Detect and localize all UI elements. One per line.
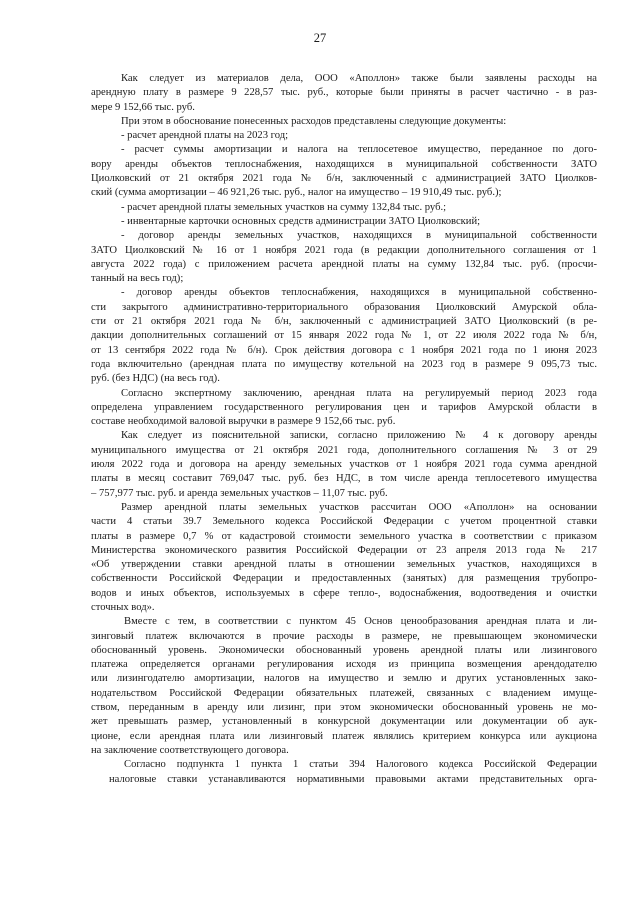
text-line: Как следует из пояснительной записки, согласно приложению № 4 к договору аренды [121,430,597,442]
text-line: муниципального имущества от 21 октября 2021 года, дополнительного соглашения № 3 от 29 [91,444,597,456]
text-line: нодательством Российской Федерации обязательных платежей, связанных с владением имуще- [91,687,597,699]
text-line: Размер арендной платы земельных участков рассчитан ООО «Аполлон» на основании [121,501,597,513]
text-line: Циолковский от 21 октября 2021 года № б/н, заключенный с администрацией ЗАТО Циолков- [91,173,597,185]
text-line: платы в месяц составит 769,047 тыс. руб. без НДС, в том числе аренда теплосетевого имущества [91,473,597,485]
text-line: ский (сумма амортизации – 46 921,26 тыс. руб., налог на имущество – 19 910,49 тыс. руб.); [91,187,502,199]
text-line: сти от 21 октября 2021 года № б/н, заключенный с администрацией ЗАТО Циолковский (в ре- [91,316,597,328]
text-line: - договор аренды объектов теплоснабжения, находящихся в муниципальной собственно- [121,287,597,299]
text-line: При этом в обоснование понесенных расходов представлены следующие документы: [121,115,507,127]
text-line: Как следует из материалов дела, ООО «Аполлон» также были заявлены расходы на [121,73,597,84]
text-line: платы в размере 0,7 % от кадастровой стоимости земельного участка в соответствии с приказом [91,530,597,542]
text-line: водов и иных объектов, используемых в сфере тепло-, водоснабжения, водоотведения и очистки [91,587,597,599]
text-line: танный на весь год); [91,273,184,285]
text-line: Согласно экспертному заключению, арендная плата на регулируемый период 2023 года [121,387,597,399]
text-line: собственности Российской Федерации и предоставленных (занятых) для размещения трубопро- [91,573,597,585]
text-line: Согласно подпункта 1 пункта 1 статьи 394 Налогового кодекса Российской Федерации [124,759,597,771]
text-line: сти закрытого административно-территориального образования Циолковский Амурской обла- [91,301,597,313]
text-line: дакции дополнительных соглашений от 15 января 2022 года № 1, от 22 июля 2022 года № б/н, [91,330,597,342]
text-line: мере 9 152,66 тыс. руб. [91,101,195,113]
text-line: или лизингодателю амортизации, налогов на имущество и землю и других установленных зако- [91,673,597,685]
text-line: августа 2022 года) с приложением расчета арендной платы на сумму 132,84 тыс. руб. (просчи- [91,258,597,270]
text-line: Министерства экономического развития Российской Федерации от 23 апреля 2013 года № 217 [91,544,597,556]
text-line: на заключение соответствующего договора. [91,744,289,756]
text-line: составе необходимой валовой выручки в размере 9 152,66 тыс. руб. [91,416,396,428]
text-line: - инвентарные карточки основных средств администрации ЗАТО Циолковский; [121,215,481,227]
page-number: 27 [313,31,327,45]
text-line: - договор аренды земельных участков, находящихся в муниципальной собственности [121,230,597,242]
text-line: определена управлением государственного регулирования цен и тарифов Амурской области в [91,401,597,413]
document-body [91,72,597,787]
text-line: июля 2022 года и договора на аренду земельных участков от 1 ноября 2021 года сумма арендной [91,459,597,471]
text-line: ционе, если арендная плата или лизинговый платеж являлись критерием конкурса или аукциона [91,730,597,742]
text-line: от 13 сентября 2022 года № б/н). Срок действия договора с 1 ноября 2021 года по 1 июня 2023 [91,344,597,356]
text-line: ством, переданным в аренду или лизинг, при этом экономически обоснованный уровень не мо- [91,702,597,714]
text-line: сточных вод». [91,601,155,613]
text-line: - расчет суммы амортизации и налога на теплосетевое имущество, переданное по дого- [121,144,597,156]
text-line: года включительно (арендная плата по имуществу котельной на 2023 год в размере 9 095,73 тыс. [91,358,597,370]
text-line: ЗАТО Циолковский № 16 от 1 ноября 2021 года (в редакции дополнительного соглашения от 1 [91,244,597,256]
text-line: - расчет арендной платы на 2023 год; [121,130,289,142]
text-line: руб. (без НДС) (на весь год). [91,373,220,385]
text-line: части 4 статьи 39.7 Земельного кодекса Российской Федерации с учетом процентной ставки [91,516,597,528]
text-line: жет превышать размер, установленный в конкурсной документации или документации об аук- [91,716,597,728]
text-line: вору аренды объектов теплоснабжения, находящихся в муниципальной собственности ЗАТО [91,158,597,170]
text-line: арендную плату в размере 9 228,57 тыс. руб., которые были приняты в расчет частично - в раз- [91,87,597,99]
text-line: налоговые ставки устанавливаются нормативными правовыми актами представительных орга- [109,773,597,785]
text-line: - расчет арендной платы земельных участков на сумму 132,84 тыс. руб.; [121,201,447,213]
text-line: Вместе с тем, в соответствии с пунктом 45 Основ ценообразования арендная плата и ли- [124,616,597,628]
text-line: обоснованный уровень. Экономически обоснованный уровень арендной платы или лизингового [91,644,597,656]
text-line: – 757,977 тыс. руб. и аренда земельных участков – 11,07 тыс. руб. [91,487,388,499]
text-line: «Об утверждении ставки арендной платы в отношении земельных участков, находящихся в [91,559,597,571]
text-line: зинговый платеж включаются в прочие расходы в размере, не превышающем экономически [91,630,597,642]
text-line: платежа определяется органами регулирования исходя из принципа возмещения арендодателю [91,659,597,671]
